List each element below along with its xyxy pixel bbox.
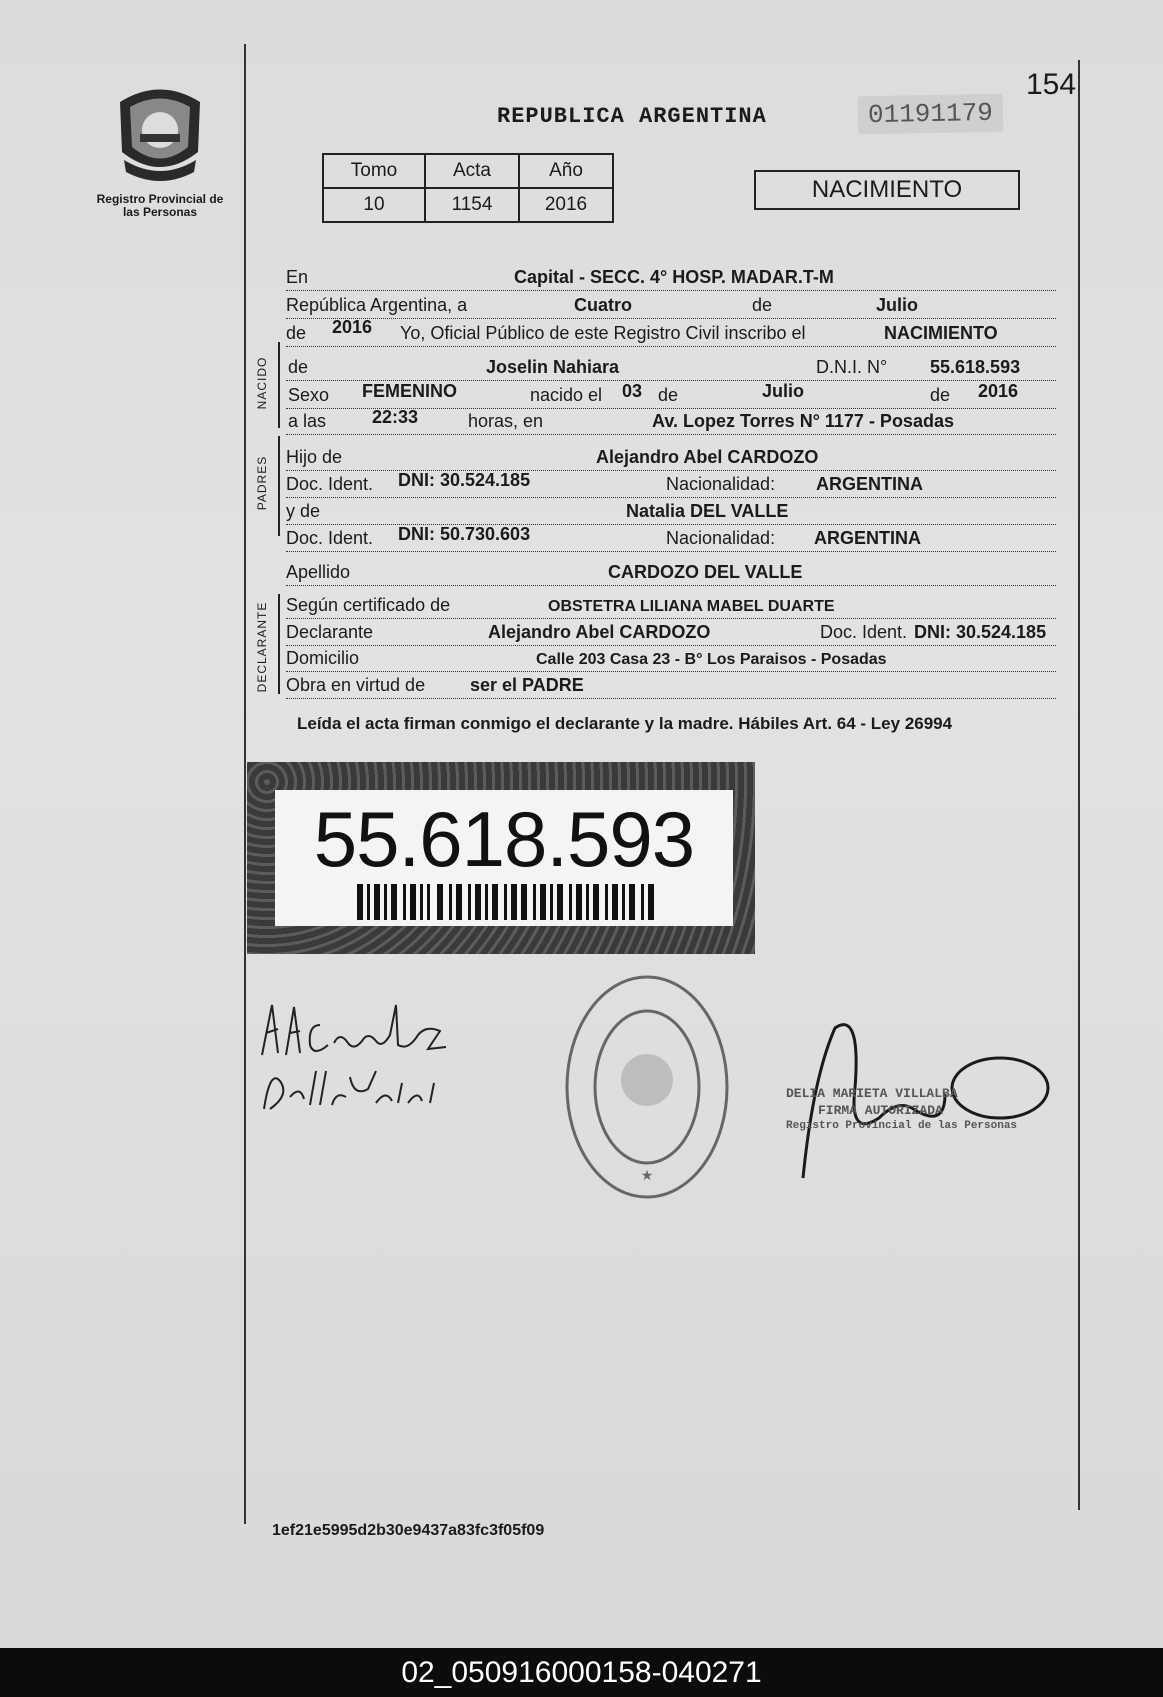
document-title: REPUBLICA ARGENTINA	[497, 104, 767, 129]
apellido-label: Apellido	[286, 562, 351, 582]
alas-label: a las	[288, 411, 327, 431]
row-en	[286, 262, 1056, 291]
svg-text:★: ★	[640, 1167, 654, 1183]
left-margin-line	[244, 44, 246, 1524]
birth-de-label: de	[658, 385, 679, 405]
row-father	[286, 442, 1056, 471]
month-value: Julio	[876, 295, 919, 315]
dni-value: 55.618.593	[930, 357, 1021, 377]
birth-month: Julio	[762, 381, 805, 401]
inscribe-value: NACIMIENTO	[884, 323, 998, 343]
dni-sticker	[247, 762, 755, 954]
nacido-section-label: NACIDO	[255, 356, 269, 410]
father-value: Alejandro Abel CARDOZO	[596, 447, 819, 467]
nacido-bar	[278, 342, 280, 428]
declarante-section-label: DECLARANTE	[255, 601, 269, 693]
act-type-box: NACIMIENTO	[754, 170, 1020, 210]
official-stamp	[562, 972, 732, 1202]
apellido-value: CARDOZO DEL VALLE	[608, 562, 803, 582]
name-de-label: de	[288, 357, 309, 377]
row-mother	[286, 496, 1056, 525]
yo-label: Yo, Oficial Público de este Registro Civil inscribo el	[400, 323, 806, 343]
tomo-acta-table	[322, 153, 614, 223]
acta-header: Acta	[425, 154, 519, 188]
yde-label: y de	[286, 501, 321, 521]
dom-value: Calle 203 Casa 23 - B° Los Paraisos - Posadas	[536, 651, 887, 668]
obra-label: Obra en virtud de	[286, 675, 426, 695]
row-date	[286, 290, 1056, 319]
name-value: Joselin Nahiara	[486, 357, 620, 377]
dom-label: Domicilio	[286, 648, 360, 668]
row-obra	[286, 670, 1056, 699]
acta-value: 1154	[425, 188, 519, 222]
sticker-inner	[275, 790, 733, 926]
row-apellido	[286, 557, 1056, 586]
decl-doc: DNI: 30.524.185	[914, 622, 1047, 642]
row-domicilio	[286, 643, 1056, 672]
row-mother-doc	[286, 523, 1056, 552]
padres-bar	[278, 436, 280, 536]
declarante-signature	[250, 985, 490, 1125]
tomo-value: 10	[323, 188, 425, 222]
en-value: Capital - SECC. 4° HOSP. MADAR.T-M	[514, 267, 834, 287]
horas-label: horas, en	[468, 411, 544, 431]
mother-nat: ARGENTINA	[814, 528, 921, 548]
nacido-label: nacido el	[530, 385, 603, 405]
registry-label: Registro Provincial de las Personas	[96, 192, 224, 219]
official-name: DELIA MARIETA VILLALBA	[786, 1086, 958, 1101]
decl-value: Alejandro Abel CARDOZO	[488, 622, 711, 642]
province-seal	[110, 82, 210, 187]
page-number: 154	[1026, 68, 1077, 101]
row-cert	[286, 590, 1056, 619]
cert-label: Según certificado de	[286, 595, 451, 615]
dni-number: 55.618.593	[313, 795, 695, 883]
closing-note: Leída el acta firman conmigo el declarante y la madre. Hábiles Art. 64 - Ley 26994	[297, 714, 953, 733]
time-value: 22:33	[372, 407, 419, 427]
mother-doc: DNI: 50.730.603	[398, 524, 531, 544]
mother-doc-label: Doc. Ident.	[286, 528, 374, 548]
year-value: 2016	[332, 317, 373, 337]
en-label: En	[286, 267, 309, 287]
hijo-label: Hijo de	[286, 447, 343, 467]
de-label: de	[752, 295, 773, 315]
anio-header: Año	[519, 154, 613, 188]
place-value: Av. Lopez Torres N° 1177 - Posadas	[652, 411, 954, 431]
barcode-icon	[357, 884, 657, 920]
obra-value: ser el PADRE	[470, 675, 584, 695]
official-org: Registro Provincial de las Personas	[786, 1120, 1018, 1132]
row-time	[286, 406, 1056, 435]
padres-section-label: PADRES	[255, 455, 269, 511]
day-value: Cuatro	[574, 295, 632, 315]
mother-value: Natalia DEL VALLE	[626, 501, 789, 521]
decl-doc-label: Doc. Ident.	[820, 622, 908, 642]
dni-label: D.N.I. N°	[816, 357, 888, 377]
right-margin-line	[1078, 60, 1080, 1510]
rep-label: República Argentina, a	[286, 295, 468, 315]
row-father-doc	[286, 469, 1056, 498]
birth-de-label-2: de	[930, 385, 951, 405]
file-footer: 02_050916000158-040271	[0, 1648, 1163, 1697]
anio-value: 2016	[519, 188, 613, 222]
father-doc: DNI: 30.524.185	[398, 470, 531, 490]
document-hash: 1ef21e5995d2b30e9437a83fc3f05f09	[272, 1522, 545, 1539]
mother-nat-label: Nacionalidad:	[666, 528, 776, 548]
sexo-value: FEMENINO	[362, 381, 458, 401]
birth-day: 03	[622, 381, 643, 401]
sexo-label: Sexo	[288, 385, 330, 405]
serial-number: 01191179	[858, 94, 1003, 135]
birth-year: 2016	[978, 381, 1019, 401]
tomo-header: Tomo	[323, 154, 425, 188]
row-year	[286, 318, 1056, 347]
father-nat-label: Nacionalidad:	[666, 474, 776, 494]
official-role: FIRMA AUTORIZADA	[818, 1103, 943, 1118]
father-doc-label: Doc. Ident.	[286, 474, 374, 494]
father-nat: ARGENTINA	[816, 474, 923, 494]
cert-value: OBSTETRA LILIANA MABEL DUARTE	[548, 598, 835, 615]
row-declarante	[286, 617, 1056, 646]
de2-label: de	[286, 323, 307, 343]
row-sexo	[286, 380, 1056, 409]
decl-label: Declarante	[286, 622, 374, 642]
row-name	[286, 352, 1056, 381]
declarante-bar	[278, 594, 280, 694]
